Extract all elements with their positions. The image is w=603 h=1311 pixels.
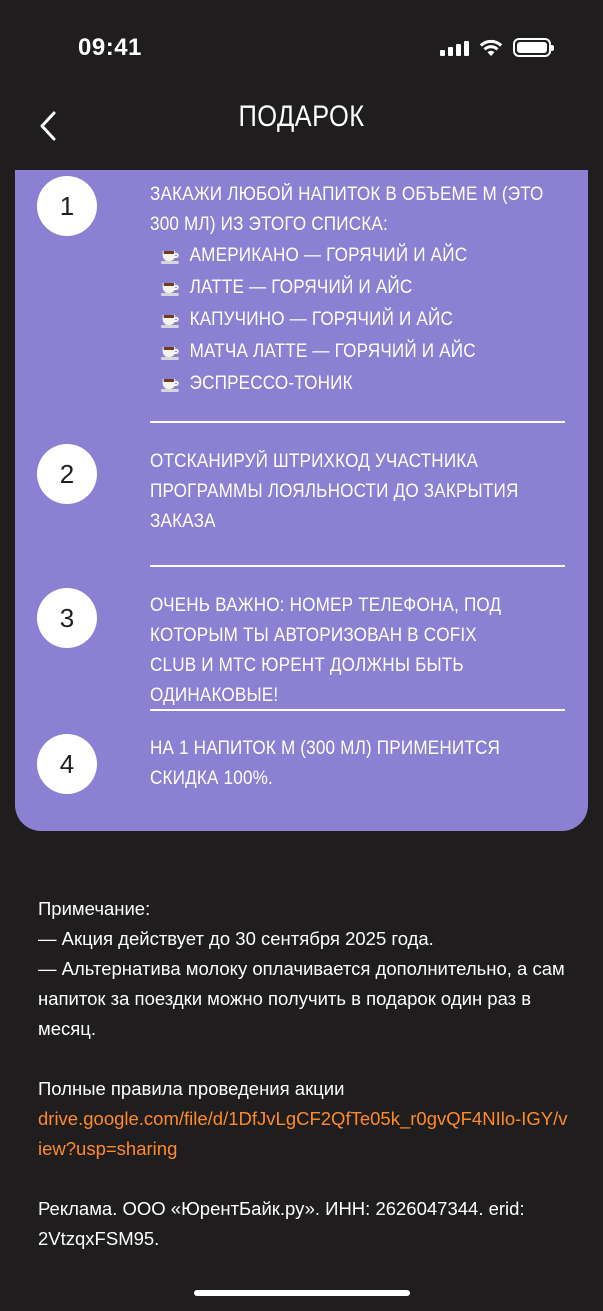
step-number: 2 (37, 444, 97, 504)
cellular-signal-icon (440, 40, 469, 56)
step-divider (150, 565, 565, 567)
drink-list (150, 240, 564, 400)
steps-card (15, 170, 588, 831)
list-item (150, 368, 564, 400)
drink-name: МАТЧА ЛАТТЕ — ГОРЯЧИЙ И АЙС (189, 341, 476, 362)
status-time: 09:41 (78, 34, 142, 61)
battery-icon (513, 38, 551, 57)
list-item (150, 336, 564, 368)
ad-disclaimer: Реклама. ООО «ЮрентБайк.ру». ИНН: 2626047344. erid: 2VtzqxFSM95. (38, 1198, 525, 1249)
step-text (150, 180, 564, 400)
step-description: НА 1 НАПИТОК М (300 МЛ) ПРИМЕНИТСЯ СКИДКА 100%. (150, 738, 501, 789)
coffee-cup-icon (161, 344, 181, 360)
step-description: ОЧЕНЬ ВАЖНО: НОМЕР ТЕЛЕФОНА, ПОД КОТОРЫМ ТЫ АВТОРИЗОВАН В COFIX CLUB И МТС ЮРЕНТ ДОЛЖНЫ БЫТЬ ОДИНАКОВЫЕ! (150, 595, 502, 706)
drink-name: АМЕРИКАНО — ГОРЯЧИЙ И АЙС (189, 245, 468, 266)
drink-name: ЭСПРЕССО-ТОНИК (189, 373, 353, 394)
notes-line: — Акция действует до 30 сентября 2025 года. (38, 928, 434, 949)
list-item (150, 272, 564, 304)
step-number: 1 (37, 176, 97, 236)
list-item (150, 304, 564, 336)
page-title: ПОДАРОК (238, 100, 365, 133)
notes-line: — Альтернатива молоку оплачивается дополнительно, а сам напиток за поездки можно получить в подарок один раз в месяц. (38, 958, 565, 1039)
rules-link[interactable]: drive.google.com/file/d/1DfJvLgCF2QfTe05k_r0gvQF4NIlo-IGY/view?usp=sharing (38, 1108, 568, 1159)
nav-bar (0, 96, 603, 156)
status-icons (440, 38, 551, 57)
status-bar (0, 0, 603, 96)
notes-section (38, 894, 568, 1254)
coffee-cup-icon (161, 280, 181, 296)
coffee-cup-icon (161, 376, 181, 392)
notes-heading: Примечание: (38, 898, 151, 919)
step-description: ОТСКАНИРУЙ ШТРИХКОД УЧАСТНИКА ПРОГРАММЫ ЛОЯЛЬНОСТИ ДО ЗАКРЫТИЯ ЗАКАЗА (150, 451, 519, 532)
coffee-cup-icon (161, 312, 181, 328)
wifi-icon (479, 39, 503, 57)
step-divider (150, 421, 565, 423)
drink-name: КАПУЧИНО — ГОРЯЧИЙ И АЙС (189, 309, 453, 330)
list-item (150, 240, 564, 272)
step-number: 4 (37, 734, 97, 794)
drink-name: ЛАТТЕ — ГОРЯЧИЙ И АЙС (189, 277, 413, 298)
step-description: ЗАКАЖИ ЛЮБОЙ НАПИТОК В ОБЪЕМЕ М (ЭТО 300 МЛ) ИЗ ЭТОГО СПИСКА: (150, 184, 544, 235)
step-number: 3 (37, 588, 97, 648)
coffee-cup-icon (161, 248, 181, 264)
rules-label: Полные правила проведения акции (38, 1078, 345, 1099)
home-indicator (194, 1290, 410, 1296)
step-divider (150, 709, 565, 711)
